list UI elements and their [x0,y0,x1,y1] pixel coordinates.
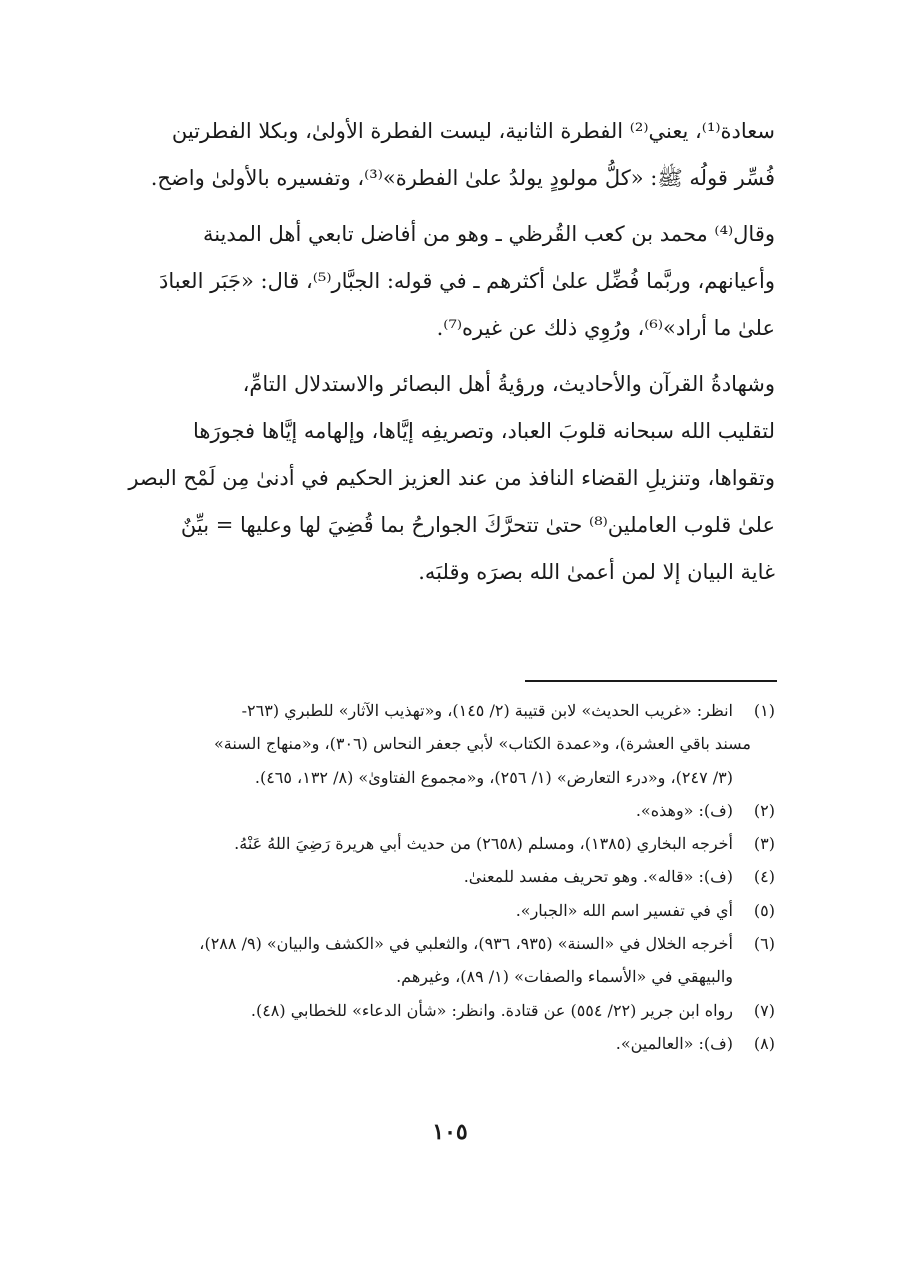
text-line: وقال⁽⁴⁾ محمد بن كعب القُرظي ـ وهو من أفاضل تابعي أهل المدينة [202,222,775,246]
footnote-text [125,894,733,927]
footnote-line: رواه ابن جرير (٢٢/ ٥٥٤) عن قتادة. وانظر: «شأن الدعاء» للخطابي (٤٨). [250,1000,733,1020]
footnote-text [125,1027,733,1060]
text-line: وأعيانهم، وربَّما فُضِّل علىٰ أكثرهم ـ في قوله: الجبَّار⁽⁵⁾، قال: «جَبَر العبادَ [158,269,775,293]
footnote-line: (٣/ ٢٤٧)، و«درء التعارض» (١/ ٢٥٦)، و«مجموع الفتاوىٰ» (٨/ ١٣٢، ٤٦٥). [254,767,733,787]
footnote-text [125,694,751,794]
main-text [120,108,775,596]
footnote-text [125,994,733,1027]
text-line: علىٰ قلوب العاملين⁽⁸⁾ حتىٰ تتحرَّكَ الجوارحُ بما قُضِيَ لها وعليها = بيِّنٌ [180,513,775,537]
footnote-8 [125,1027,775,1060]
footnote-line: (ف): «قاله». وهو تحريف مفسد للمعنىٰ. [463,867,733,887]
text-line: سعادة⁽¹⁾، يعني⁽²⁾ الفطرة الثانية، ليست الفطرة الأولىٰ، وبكلا الفطرتين [171,119,775,143]
footnote-1 [125,694,775,794]
text-line: فُسِّر قولُه ﷺ: «كلُّ مولودٍ يولدُ علىٰ الفطرة»⁽³⁾، وتفسيره بالأولىٰ واضح. [150,166,775,190]
footnote-number: (٧) [753,1000,775,1020]
page-number: ١٠٥ [432,1119,468,1145]
footnote-line: أخرجه الخلال في «السنة» (٩٣٥، ٩٣٦)، والثعلبي في «الكشف والبيان» (٩/ ٢٨٨)، [199,934,733,954]
footnote-number: (٣) [753,834,775,854]
footnote-number: (٤) [753,867,775,887]
footnote-number: (١) [753,701,775,720]
footnote-number: (٨) [753,1033,775,1053]
footnote-6 [125,927,775,994]
footnote-line: والبيهقي في «الأسماء والصفات» (١/ ٨٩)، وغيرهم. [396,967,733,987]
footnote-line: (ف): «وهذه». [635,800,733,820]
footnote-line: (ف): «العالمين». [615,1033,733,1053]
text-line: علىٰ ما أراد»⁽⁶⁾، ورُوِي ذلك عن غيره⁽⁷⁾. [436,316,775,340]
footnote-text [125,827,733,860]
footnote-line: أي في تفسير اسم الله «الجبار». [515,900,733,920]
paragraph-3 [120,361,775,596]
footnote-line: أخرجه البخاري (١٣٨٥)، ومسلم (٢٦٥٨) من حديث أبي هريرة رَضِيَ اللهُ عَنْهُ. [234,834,733,854]
paragraph-1 [120,108,775,202]
footnote-divider [525,680,777,682]
footnote-text [125,927,733,994]
footnote-text [125,794,733,827]
text-line: وتقواها، وتنزيلِ القضاء النافذ من عند العزيز الحكيم في أدنىٰ مِن لَمْح البصر [128,466,775,490]
text-line: غاية البيان إلا لمن أعمىٰ الله بصرَه وقلبَه. [418,560,775,584]
footnote-line: انظر: «غريب الحديث» لابن قتيبة (٢/ ١٤٥)، و«تهذيب الآثار» للطبري (٢٦٣- [241,701,733,720]
paragraph-2 [120,211,775,352]
footnote-number: (٢) [753,800,775,820]
footnote-3 [125,827,775,860]
footnote-4 [125,860,775,893]
footnote-7 [125,994,775,1027]
footnotes-list [125,694,775,1060]
footnote-2 [125,794,775,827]
footnote-number: (٦) [753,934,775,954]
footnote-line: مسند باقي العشرة)، و«عمدة الكتاب» لأبي جعفر النحاس (٣٠٦)، و«منهاج السنة» [213,734,751,754]
footnote-number: (٥) [753,900,775,920]
footnote-5 [125,894,775,927]
text-line: لتقليب الله سبحانه قلوبَ العباد، وتصريفِه إيَّاها، وإلهامه إيَّاها فجورَها [192,419,775,443]
text-line: وشهادةُ القرآن والأحاديث، ورؤيةُ أهل البصائر والاستدلال التامِّ، [242,372,775,396]
footnote-text [125,860,733,893]
